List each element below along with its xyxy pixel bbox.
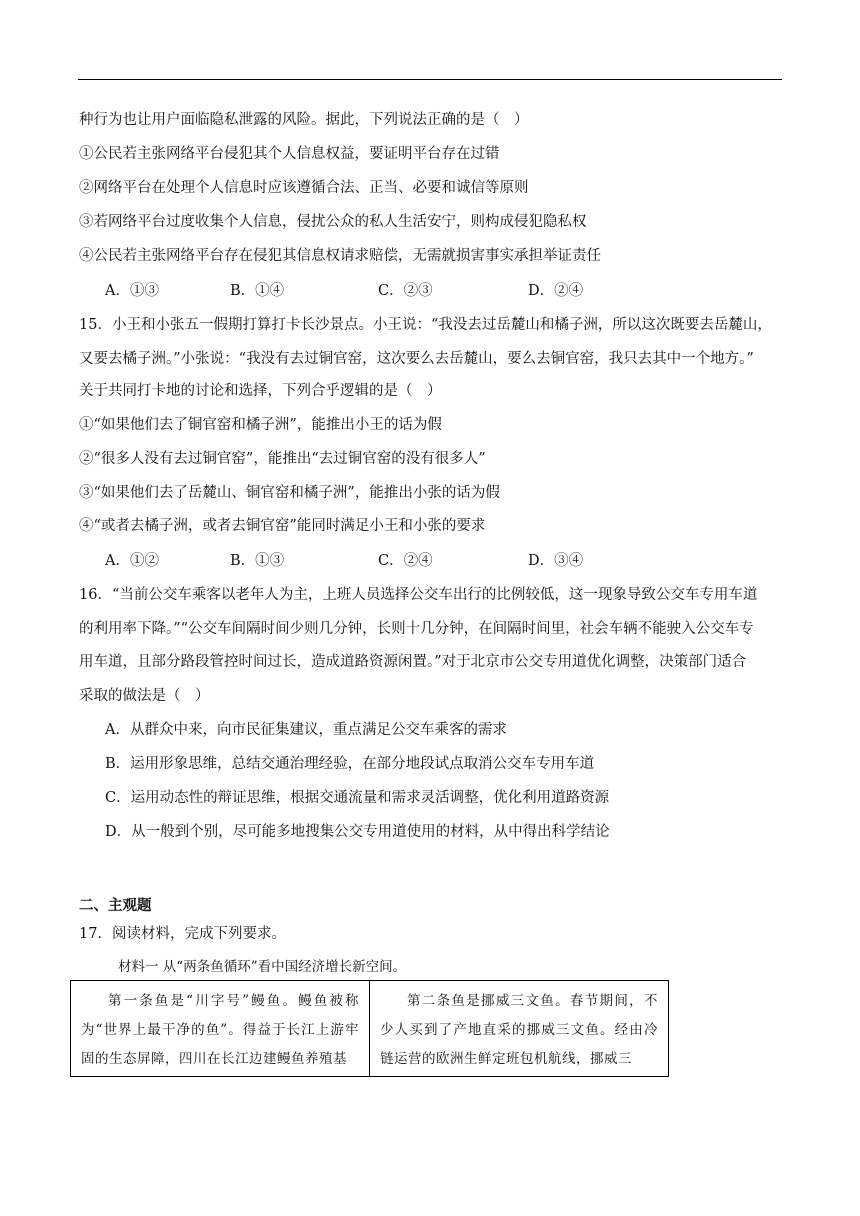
q16-stem-line-1: 16．“当前公交车乘客以老年人为主，上班人员选择公交车出行的比例较低，这一现象导致公交车专用车道 bbox=[79, 587, 758, 603]
q15-stem-line-2: 又要去橘子洲。”小张说：“我没有去过铜官窑，这次要么去岳麓山，要么去铜官窑，我只去其中一个地方。” bbox=[79, 351, 754, 367]
q14-statement-1: ①公民若主张网络平台侵犯其个人信息权益，要证明平台存在过错 bbox=[79, 146, 500, 162]
material-intro: 材料一 从“两条鱼循环”看中国经济增长新空间。 bbox=[118, 959, 407, 975]
q14-option-d: D．②④ bbox=[528, 283, 584, 299]
q16-option-c: C．运用动态性的辩证思维，根据交通流量和需求灵活调整，优化利用道路资源 bbox=[105, 790, 610, 806]
q15-statement-4: ④“或者去橘子洲，或者去铜官窑”能同时满足小王和小张的要求 bbox=[79, 518, 486, 534]
q16-stem-line-2: 的利用率下降。”“公交车间隔时间少则几分钟，长则十几分钟，在间隔时间里，社会车辆不能驶入公交车专 bbox=[79, 621, 754, 637]
q15-option-b: B．①③ bbox=[230, 553, 285, 569]
q14-option-b: B．①④ bbox=[230, 283, 285, 299]
material-cell-right bbox=[370, 981, 669, 1077]
q16-option-d: D．从一般到个别，尽可能多地搜集公交专用道使用的材料，从中得出科学结论 bbox=[105, 824, 610, 840]
header-rule bbox=[78, 79, 782, 80]
section-heading: 二、主观题 bbox=[79, 898, 152, 914]
q15-option-d: D．③④ bbox=[528, 553, 584, 569]
q15-option-a: A．①② bbox=[105, 553, 159, 569]
material-right-text: 第二条鱼是挪威三文鱼。春节期间，不少人买到了产地直采的挪威三文鱼。经由冷链运营的欧洲生鲜定班包机航线，挪威三 bbox=[380, 993, 658, 1067]
q15-statement-3: ③“如果他们去了岳麓山、铜官窑和橘子洲”，能推出小张的话为假 bbox=[79, 485, 500, 501]
material-cell-left bbox=[71, 981, 370, 1077]
q15-stem-line-1: 15．小王和小张五一假期打算打卡长沙景点。小王说：“我没去过岳麓山和橘子洲，所以这次既要去岳麓山， bbox=[79, 317, 772, 333]
q16-option-a: A．从群众中来，向市民征集建议，重点满足公交车乘客的需求 bbox=[105, 722, 507, 738]
q14-option-c: C．②③ bbox=[378, 283, 433, 299]
q15-statement-1: ①“如果他们去了铜官窑和橘子洲”，能推出小王的话为假 bbox=[79, 417, 442, 433]
q16-stem-line-4: 采取的做法是（ ） bbox=[79, 688, 210, 704]
q14-statement-3: ③若网络平台过度收集个人信息，侵扰公众的私人生活安宁，则构成侵犯隐私权 bbox=[79, 214, 587, 230]
material-table-row bbox=[71, 981, 669, 1077]
q15-option-c: C．②④ bbox=[378, 553, 433, 569]
q14-statement-2: ②网络平台在处理个人信息时应该遵循合法、正当、必要和诚信等原则 bbox=[79, 180, 529, 196]
q14-option-a: A．①③ bbox=[105, 283, 159, 299]
q17-stem: 17．阅读材料，完成下列要求。 bbox=[79, 926, 286, 942]
material-table bbox=[70, 980, 669, 1077]
material-left-text: 第一条鱼是“川字号”鳗鱼。鳗鱼被称为“世界上最干净的鱼”。得益于长江上游牢固的生态屏障，四川在长江边建鳗鱼养殖基 bbox=[81, 993, 359, 1067]
q16-option-b: B．运用形象思维，总结交通治理经验，在部分地段试点取消公交车专用车道 bbox=[105, 756, 595, 772]
q14-statement-4: ④公民若主张网络平台存在侵犯其信息权请求赔偿，无需就损害事实承担举证责任 bbox=[79, 248, 601, 264]
q14-stem-tail: 种行为也让用户面临隐私泄露的风险。据此，下列说法正确的是（ ） bbox=[79, 112, 529, 128]
q15-stem-line-3: 关于共同打卡地的讨论和选择，下列合乎逻辑的是（ ） bbox=[79, 383, 442, 399]
q16-stem-line-3: 用车道，且部分路段管控时间过长，造成道路资源闲置。”对于北京市公交专用道优化调整，决策部门适合 bbox=[79, 654, 747, 670]
q15-statement-2: ②“很多人没有去过铜官窑”，能推出“去过铜官窑的没有很多人” bbox=[79, 451, 486, 467]
